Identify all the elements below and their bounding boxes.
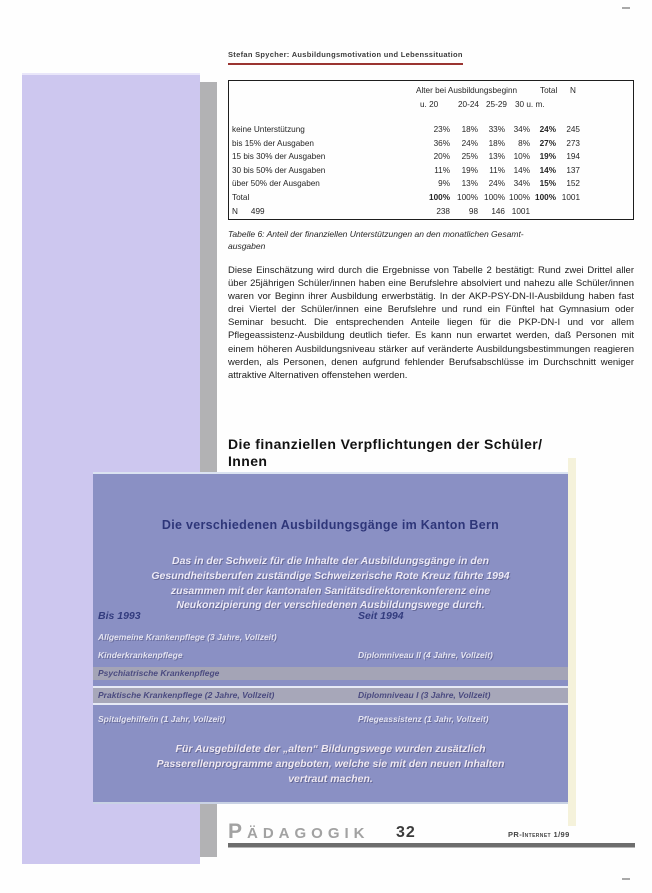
- infobox-title: Die verschiedenen Ausbildungsgänge im Kanton Bern: [161, 518, 500, 532]
- table-caption: Tabelle 6: Anteil der finanziellen Unterstützungen an den monatlichen Gesamt- ausgaben: [228, 229, 524, 251]
- age-col-label: 30 u. m.: [515, 100, 545, 109]
- finance-support-table: [228, 80, 634, 220]
- infobox-row: Allgemeine Krankenpflege (3 Jahre, Vollzeit): [98, 632, 277, 642]
- section-heading: Die finanziellen Verpflichtungen der Schüler/ Innen: [228, 436, 543, 469]
- scan-highlight-strip: [568, 458, 576, 826]
- footer-section-brand: Pädagogik: [228, 820, 370, 843]
- footer-issue-label: PR-Internet 1/99: [508, 830, 570, 839]
- infobox-row: Kinderkrankenpflege Diplomniveau II (4 Jahre, Vollzeit): [98, 650, 493, 660]
- table-row: über 50% der Ausgaben 9% 13% 24% 34% 15% 152: [232, 179, 580, 189]
- age-col-label: 25-29: [486, 100, 507, 109]
- table-header-row-1: [232, 86, 630, 97]
- table-header-total: Total: [540, 86, 558, 95]
- age-col-label: 20-24: [458, 100, 479, 109]
- infobox-row-banded: Praktische Krankenpflege (2 Jahre, Vollzeit) Diplomniveau I (3 Jahre, Vollzeit): [93, 686, 568, 705]
- column-header-seit-1994: Seit 1994: [358, 610, 404, 622]
- footer-rule: [228, 843, 635, 848]
- table-row: bis 15% der Ausgaben 36% 24% 18% 8% 27% 273: [232, 138, 580, 148]
- table-row-n: N 499 238 98 146 1001: [232, 206, 530, 216]
- infobox-outro: Für Ausgebildete der „alten“ Bildungswege wurden zusätzlich Passerellenprogramme angeboten, welche sie mit den neuen Inhalten vertraut machen.: [156, 743, 505, 786]
- table-body: [232, 123, 630, 218]
- n-sample-size: 499: [250, 206, 265, 216]
- table-row: 30 bis 50% der Ausgaben 11% 19% 11% 14% 14% 137: [232, 165, 580, 175]
- table-row: 15 bis 30% der Ausgaben 20% 25% 13% 10% 19% 194: [232, 152, 580, 162]
- age-col-label: u. 20: [420, 100, 439, 109]
- crop-mark-bottom: [622, 878, 630, 880]
- infobox-row: Spitalgehilfe/in (1 Jahr, Vollzeit) Pflegeassistenz (1 Jahr, Vollzeit): [98, 714, 489, 724]
- table-row: keine Unterstützung 23% 18% 33% 34% 24% 245: [232, 125, 580, 134]
- footer-page-number: 32: [396, 824, 416, 841]
- body-paragraph: Diese Einschätzung wird durch die Ergebnisse von Tabelle 2 bestätigt: Rund zwei Drittel aller über 25jährigen Schüler/innen haben eine Berufslehre absolviert und nahezu alle Schüler/innen waren vor Beginn ihrer Ausbildung erwerbstätig. In der AKP-PSY-DN-II-Ausbildung haben fast drei Viertel der Schüler/innen eine Berufslehre und rund ein Fünftel hat Gymnasium oder Seminar besucht. Die entsprechenden Anteile liegen für die PKP-DN-I und vor allem Pflegeassistenz-Ausbildung deutlich tiefer. Es kann nun erwartet werden, daß Personen mit einem höheren Ausbildungsniveau stärker auf veränderte Ausbildungsbestimmungen reagieren werden, als Personen, denen aufgrund fehlender Berufsabschlüsse im Durchschnitt weniger attraktive Alternativen offenstehen werden.: [228, 265, 634, 381]
- table-header-row-2: [232, 100, 630, 111]
- table-header-n: N: [570, 86, 576, 95]
- crop-mark-top: [622, 7, 630, 9]
- infobox-ausbildungsgaenge: [93, 472, 568, 804]
- infobox-intro: Das in der Schweiz für die Inhalte der Ausbildungsgänge in den Gesundheitsberufen zuständige Schweizerische Rote Kreuz führte 1994 zusammen mit der kantonalen Sanitätsdirektorenkonferenz eine Neukonzipierung der verschiedenen Ausbildungswege durch.: [151, 555, 510, 612]
- column-header-bis-1993: Bis 1993: [98, 610, 141, 622]
- table-row-total: Total 100% 100% 100% 100% 100% 1001: [232, 192, 580, 202]
- infobox-row-banded: Psychiatrische Krankenpflege: [93, 667, 568, 680]
- running-head: Stefan Spycher: Ausbildungsmotivation und Lebenssituation: [228, 50, 463, 65]
- table-header-group: Alter bei Ausbildungsbeginn: [416, 86, 518, 95]
